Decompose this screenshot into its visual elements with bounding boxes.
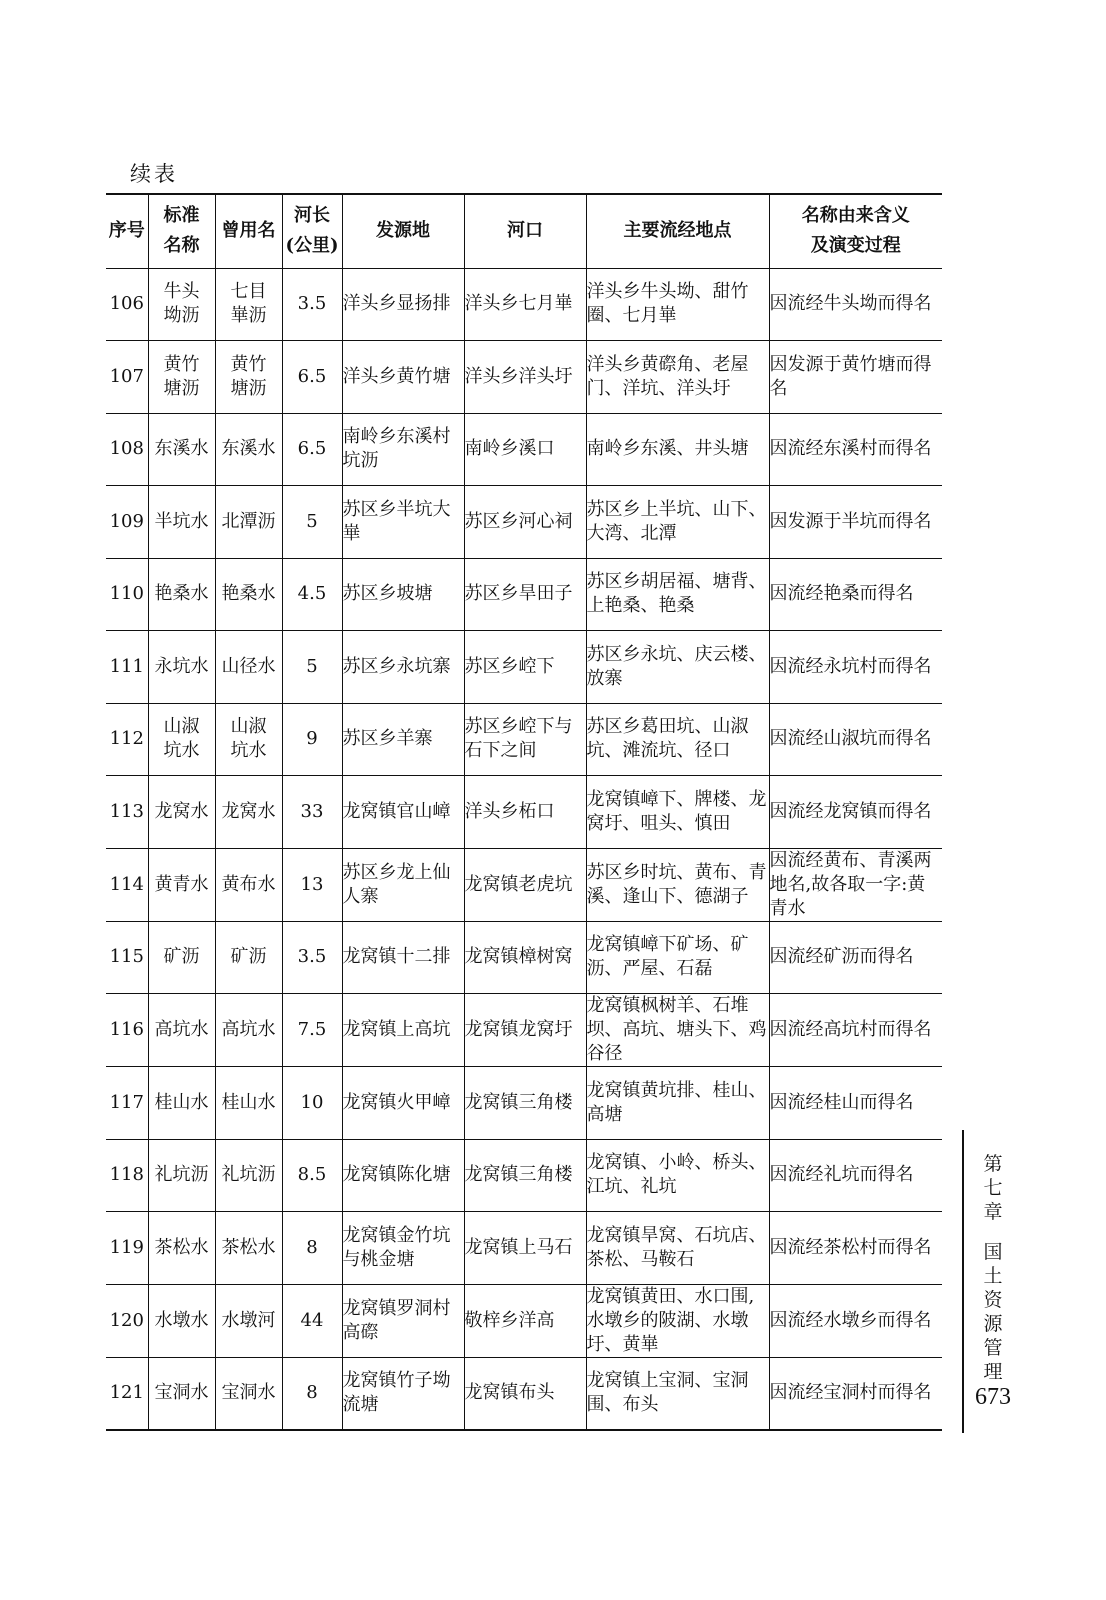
cell-index: 107 [106,341,148,414]
cell-origin: 因流经山淑坑而得名 [769,703,942,776]
header-origin [769,194,942,268]
cell-length: 8 [282,1212,342,1285]
table-header [106,194,942,268]
cell-mouth: 敬梓乡洋高 [464,1284,586,1357]
cell-former-name: 矿沥 [215,921,282,994]
header-line: 名称由来含义 [801,205,910,227]
cell-main-course: 洋头乡牛头坳、甜竹圈、七月崋 [586,268,769,341]
cell-origin: 因流经矿沥而得名 [769,921,942,994]
cell-former-name: 黄竹塘沥 [215,341,282,414]
header-line: 河口 [507,220,543,242]
cell-former-name: 山径水 [215,631,282,704]
cell-former-name: 高坑水 [215,994,282,1067]
cell-source: 龙窝镇陈化塘 [342,1139,464,1212]
cell-index: 108 [106,413,148,486]
table-row [106,1139,942,1212]
header-line: 曾用名 [221,220,276,242]
cell-main-course: 龙窝镇旱窝、石坑店、茶松、马鞍石 [586,1212,769,1285]
cell-length: 5 [282,486,342,559]
header-line: (公里) [285,235,339,257]
cell-length: 8 [282,1357,342,1430]
cell-length: 10 [282,1067,342,1140]
table-row [106,703,942,776]
chapter-marker [982,1152,1004,1384]
cell-former-name: 龙窝水 [215,776,282,849]
cell-source: 南岭乡东溪村坑沥 [342,413,464,486]
cell-mouth: 洋头乡七月崋 [464,268,586,341]
cell-index: 106 [106,268,148,341]
cell-standard-name: 永坑水 [148,631,215,704]
cell-source: 龙窝镇火甲嶂 [342,1067,464,1140]
cell-former-name: 礼坑沥 [215,1139,282,1212]
cell-length: 6.5 [282,341,342,414]
cell-origin: 因流经茶松村而得名 [769,1212,942,1285]
cell-standard-name: 东溪水 [148,413,215,486]
cell-index: 120 [106,1284,148,1357]
header-former-name [215,194,282,268]
cell-origin: 因流经永坑村而得名 [769,631,942,704]
cell-origin: 因流经高坑村而得名 [769,994,942,1067]
cell-former-name: 山淑坑水 [215,703,282,776]
header-source [342,194,464,268]
cell-origin: 因流经牛头坳而得名 [769,268,942,341]
table-row [106,341,942,414]
header-mouth [464,194,586,268]
header-line: 主要流经地点 [623,220,732,242]
cell-length: 8.5 [282,1139,342,1212]
cell-standard-name: 艳桑水 [148,558,215,631]
cell-index: 116 [106,994,148,1067]
cell-main-course: 苏区乡上半坑、山下、大湾、北潭 [586,486,769,559]
cell-source: 洋头乡显扬排 [342,268,464,341]
cell-former-name: 七目崋沥 [215,268,282,341]
cell-mouth: 苏区乡旱田子 [464,558,586,631]
cell-mouth: 龙窝镇上马石 [464,1212,586,1285]
cell-origin: 因流经龙窝镇而得名 [769,776,942,849]
cell-mouth: 龙窝镇樟树窝 [464,921,586,994]
cell-origin: 因发源于半坑而得名 [769,486,942,559]
header-line: 标准 [163,205,200,227]
cell-origin: 因流经艳桑而得名 [769,558,942,631]
cell-main-course: 苏区乡胡居福、塘背、上艳桑、艳桑 [586,558,769,631]
cell-main-course: 龙窝镇上宝洞、宝洞围、布头 [586,1357,769,1430]
cell-index: 115 [106,921,148,994]
cell-source: 龙窝镇金竹坑与桃金塘 [342,1212,464,1285]
cell-index: 118 [106,1139,148,1212]
cell-mouth: 苏区乡崆下 [464,631,586,704]
cell-index: 112 [106,703,148,776]
cell-former-name: 东溪水 [215,413,282,486]
cell-main-course: 洋头乡黄磜角、老屋门、洋坑、洋头圩 [586,341,769,414]
cell-standard-name: 牛头坳沥 [148,268,215,341]
cell-standard-name: 宝洞水 [148,1357,215,1430]
table-caption: 续表 [130,162,178,186]
table-row [106,1284,942,1357]
table-row [106,994,942,1067]
cell-length: 6.5 [282,413,342,486]
cell-length: 4.5 [282,558,342,631]
cell-index: 109 [106,486,148,559]
cell-length: 13 [282,848,342,921]
page-number: 673 [975,1384,1011,1410]
cell-main-course: 龙窝镇、小岭、桥头、江坑、礼坑 [586,1139,769,1212]
header-length [282,194,342,268]
table-row [106,776,942,849]
cell-index: 121 [106,1357,148,1430]
header-standard-name [148,194,215,268]
cell-mouth: 龙窝镇布头 [464,1357,586,1430]
cell-mouth: 龙窝镇三角楼 [464,1067,586,1140]
cell-source: 龙窝镇官山嶂 [342,776,464,849]
cell-length: 3.5 [282,921,342,994]
cell-main-course: 龙窝镇嶂下矿场、矿沥、严屋、石磊 [586,921,769,994]
cell-index: 119 [106,1212,148,1285]
header-line: 发源地 [376,220,430,242]
cell-mouth: 龙窝镇老虎坑 [464,848,586,921]
cell-length: 33 [282,776,342,849]
header-line: 序号 [108,220,145,242]
header-line: 河长 [294,205,330,227]
header-main-course [586,194,769,268]
cell-mouth: 苏区乡崆下与石下之间 [464,703,586,776]
cell-origin: 因流经桂山而得名 [769,1067,942,1140]
cell-main-course: 苏区乡时坑、黄布、青溪、逢山下、德湖子 [586,848,769,921]
header-line: 及演变过程 [810,235,901,257]
cell-main-course: 龙窝镇黄田、水口围,水墩乡的陂湖、水墩圩、黄崋 [586,1284,769,1357]
cell-source: 龙窝镇罗洞村高磜 [342,1284,464,1357]
rivers-table [106,193,942,1431]
cell-mouth: 洋头乡柘口 [464,776,586,849]
cell-former-name: 茶松水 [215,1212,282,1285]
table-row [106,1357,942,1430]
table-row [106,413,942,486]
cell-length: 44 [282,1284,342,1357]
cell-index: 111 [106,631,148,704]
table-row [106,921,942,994]
cell-standard-name: 半坑水 [148,486,215,559]
header-line: 名称 [163,235,200,257]
cell-former-name: 桂山水 [215,1067,282,1140]
cell-source: 龙窝镇竹子坳流塘 [342,1357,464,1430]
cell-former-name: 黄布水 [215,848,282,921]
table-row [106,1067,942,1140]
header-index [106,194,148,268]
cell-standard-name: 茶松水 [148,1212,215,1285]
cell-source: 苏区乡永坑寨 [342,631,464,704]
cell-length: 5 [282,631,342,704]
cell-origin: 因流经礼坑而得名 [769,1139,942,1212]
cell-mouth: 南岭乡溪口 [464,413,586,486]
cell-main-course: 龙窝镇枫树羊、石堆坝、高坑、塘头下、鸡谷径 [586,994,769,1067]
cell-source: 龙窝镇十二排 [342,921,464,994]
header-row [106,194,942,268]
cell-mouth: 苏区乡河心祠 [464,486,586,559]
cell-origin: 因流经东溪村而得名 [769,413,942,486]
cell-main-course: 龙窝镇嶂下、牌楼、龙窝圩、咀头、慎田 [586,776,769,849]
table-row [106,848,942,921]
cell-source: 苏区乡龙上仙人寨 [342,848,464,921]
cell-source: 苏区乡半坑大崋 [342,486,464,559]
cell-former-name: 水墩河 [215,1284,282,1357]
cell-standard-name: 黄青水 [148,848,215,921]
cell-index: 110 [106,558,148,631]
cell-origin: 因流经宝洞村而得名 [769,1382,932,1403]
cell-standard-name: 高坑水 [148,994,215,1067]
cell-mouth: 龙窝镇龙窝圩 [464,994,586,1067]
cell-main-course: 苏区乡葛田坑、山淑坑、滩流坑、径口 [586,703,769,776]
chapter-title: 国土资源管理 [983,1241,1003,1383]
cell-source: 苏区乡坡塘 [342,558,464,631]
cell-main-course: 苏区乡永坑、庆云楼、放寨 [586,631,769,704]
cell-standard-name: 龙窝水 [148,776,215,849]
cell-length: 9 [282,703,342,776]
cell-standard-name: 水墩水 [148,1284,215,1357]
chapter-number: 第七章 [983,1153,1003,1223]
cell-standard-name: 矿沥 [148,921,215,994]
cell-former-name: 艳桑水 [215,558,282,631]
cell-source: 苏区乡羊寨 [342,703,464,776]
table-row [106,631,942,704]
table-row [106,268,942,341]
cell-main-course: 南岭乡东溪、井头塘 [586,413,769,486]
cell-main-course: 龙窝镇黄坑排、桂山、高塘 [586,1067,769,1140]
table-row [106,558,942,631]
cell-standard-name: 礼坑沥 [148,1139,215,1212]
cell-mouth: 龙窝镇三角楼 [464,1139,586,1212]
cell-index: 114 [106,848,148,921]
cell-standard-name: 桂山水 [148,1067,215,1140]
cell-source: 洋头乡黄竹塘 [342,341,464,414]
cell-former-name: 北潭沥 [215,486,282,559]
side-rule [962,1130,964,1433]
cell-standard-name: 山淑坑水 [148,703,215,776]
cell-origin: 因流经黄布、青溪两地名,故各取一字:黄青水 [769,848,942,921]
cell-origin: 因流经水墩乡而得名 [769,1284,942,1357]
table-row [106,1212,942,1285]
cell-origin: 因发源于黄竹塘而得名 [769,341,942,414]
cell-source: 龙窝镇上高坑 [342,994,464,1067]
cell-length: 7.5 [282,994,342,1067]
table-row [106,486,942,559]
table-body [106,268,942,1430]
cell-standard-name: 黄竹塘沥 [148,341,215,414]
cell-index: 113 [106,776,148,849]
cell-index: 117 [106,1067,148,1140]
cell-length: 3.5 [282,268,342,341]
cell-mouth: 洋头乡洋头圩 [464,341,586,414]
cell-former-name: 宝洞水 [215,1357,282,1430]
